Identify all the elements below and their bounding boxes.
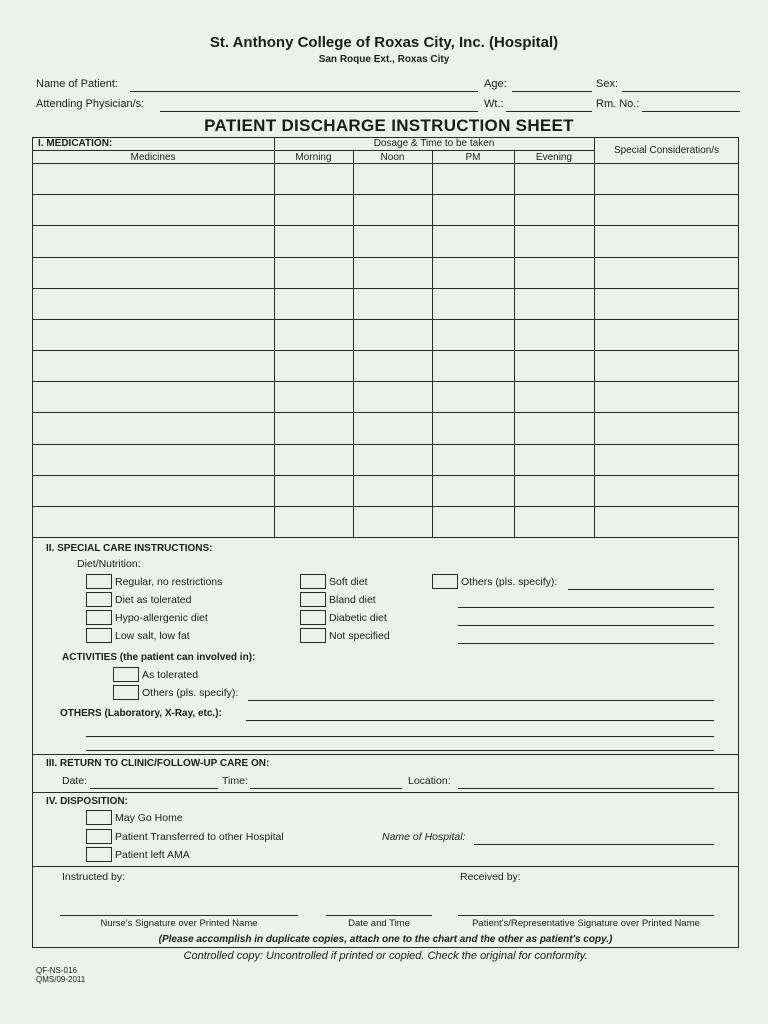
- duplicate-copy-note: (Please accomplish in duplicate copies, attach one to the chart and the other as patient's copy.): [158, 934, 613, 945]
- patient-signature-line[interactable]: [458, 915, 714, 916]
- return-clinic-label: III. RETURN TO CLINIC/FOLLOW-UP CARE ON:: [46, 758, 270, 769]
- col-morning: Morning: [295, 152, 332, 163]
- table-row-divider: [32, 288, 739, 289]
- checkbox-diabetic-diet[interactable]: [300, 610, 326, 625]
- patient-signature-caption: Patient's/Representative Signature over Printed Name: [472, 918, 700, 929]
- activities-label: ACTIVITIES (the patient can involved in):: [62, 652, 256, 663]
- checkbox-as-tolerated[interactable]: [113, 667, 139, 682]
- checkbox-regular[interactable]: [86, 574, 112, 589]
- others-field[interactable]: [246, 720, 714, 721]
- others-field[interactable]: [86, 750, 714, 751]
- table-row-divider: [32, 444, 739, 445]
- revision-code: QMS/09-2011: [36, 975, 86, 984]
- date-time-line[interactable]: [326, 915, 432, 916]
- weight-field[interactable]: [506, 111, 592, 112]
- nurse-signature-caption: Nurse's Signature over Printed Name: [100, 918, 258, 929]
- checkbox-may-go-home[interactable]: [86, 810, 112, 825]
- table-row-divider: [32, 506, 739, 507]
- table-rule: [32, 163, 739, 164]
- nurse-signature-line[interactable]: [60, 915, 298, 916]
- location-field[interactable]: [458, 788, 714, 789]
- form-code: QF-NS-016: [36, 966, 77, 975]
- age-field[interactable]: [512, 91, 592, 92]
- others-label: OTHERS (Laboratory, X-Ray, etc.):: [60, 708, 222, 719]
- option-not-specified: Not specified: [329, 630, 390, 642]
- table-row-divider: [32, 319, 739, 320]
- col-special-considerations: Special Consideration/s: [613, 145, 720, 156]
- diet-others-field[interactable]: [568, 589, 714, 590]
- date-field[interactable]: [90, 788, 218, 789]
- table-row-divider: [32, 194, 739, 195]
- date-time-caption: Date and Time: [348, 918, 410, 929]
- physician-field[interactable]: [160, 111, 478, 112]
- table-column-divider: [274, 137, 275, 537]
- checkbox-diet-as-tolerated[interactable]: [86, 592, 112, 607]
- weight-label: Wt.:: [484, 98, 504, 110]
- activities-others-field[interactable]: [248, 700, 714, 701]
- option-regular: Regular, no restrictions: [115, 576, 223, 588]
- section-divider: [32, 792, 739, 793]
- location-label: Location:: [408, 775, 451, 787]
- table-column-divider: [353, 150, 354, 537]
- diet-nutrition-label: Diet/Nutrition:: [77, 558, 141, 570]
- diet-others-field[interactable]: [458, 643, 714, 644]
- table-row-divider: [32, 475, 739, 476]
- col-noon: Noon: [380, 152, 405, 163]
- hospital-name: St. Anthony College of Roxas City, Inc. (Hospital): [209, 34, 559, 51]
- patient-name-field[interactable]: [130, 91, 478, 92]
- section-divider: [32, 537, 739, 538]
- controlled-copy-note: Controlled copy: Uncontrolled if printed or copied. Check the original for conformity.: [183, 950, 588, 962]
- section-divider: [32, 754, 739, 755]
- option-left-ama: Patient left AMA: [115, 849, 190, 861]
- checkbox-diet-others[interactable]: [432, 574, 458, 589]
- checkbox-not-specified[interactable]: [300, 628, 326, 643]
- option-bland-diet: Bland diet: [329, 594, 376, 606]
- sex-label: Sex:: [596, 78, 619, 90]
- option-low-salt: Low salt, low fat: [115, 630, 190, 642]
- instructed-by-label: Instructed by:: [62, 871, 126, 883]
- col-medicines: Medicines: [130, 152, 176, 163]
- sex-field[interactable]: [622, 91, 740, 92]
- section-divider: [32, 866, 739, 867]
- room-field[interactable]: [642, 111, 740, 112]
- medication-section-label: I. MEDICATION:: [38, 138, 113, 149]
- diet-others-field[interactable]: [458, 607, 714, 608]
- checkbox-low-salt[interactable]: [86, 628, 112, 643]
- age-label: Age:: [484, 78, 507, 90]
- room-label: Rm. No.:: [596, 98, 640, 110]
- option-as-tolerated: As tolerated: [142, 669, 199, 681]
- option-may-go-home: May Go Home: [115, 812, 183, 824]
- table-row-divider: [32, 225, 739, 226]
- table-row-divider: [32, 381, 739, 382]
- table-row-divider: [32, 350, 739, 351]
- col-pm: PM: [465, 152, 481, 163]
- checkbox-soft-diet[interactable]: [300, 574, 326, 589]
- option-diabetic-diet: Diabetic diet: [329, 612, 387, 624]
- table-column-divider: [514, 150, 515, 537]
- checkbox-left-ama[interactable]: [86, 847, 112, 862]
- disposition-label: IV. DISPOSITION:: [46, 796, 128, 807]
- checkbox-hypo-allergenic[interactable]: [86, 610, 112, 625]
- option-diet-as-tolerated: Diet as tolerated: [115, 594, 192, 606]
- diet-others-field[interactable]: [458, 625, 714, 626]
- option-hypo-allergenic: Hypo-allergenic diet: [115, 612, 208, 624]
- option-activities-others: Others (pls. specify):: [142, 687, 239, 699]
- form-title: PATIENT DISCHARGE INSTRUCTION SHEET: [204, 116, 574, 135]
- table-column-divider: [594, 137, 595, 537]
- time-label: Time:: [222, 775, 248, 787]
- table-rule: [274, 150, 594, 151]
- option-diet-others: Others (pls. specify):: [461, 576, 558, 588]
- checkbox-activities-others[interactable]: [113, 685, 139, 700]
- table-column-divider: [432, 150, 433, 537]
- option-transferred: Patient Transferred to other Hospital: [115, 831, 284, 843]
- checkbox-transferred[interactable]: [86, 829, 112, 844]
- physician-label: Attending Physician/s:: [36, 98, 145, 110]
- patient-name-label: Name of Patient:: [36, 78, 118, 90]
- date-label: Date:: [62, 775, 88, 787]
- col-evening: Evening: [535, 152, 573, 163]
- hospital-name-label: Name of Hospital:: [382, 831, 466, 843]
- checkbox-bland-diet[interactable]: [300, 592, 326, 607]
- received-by-label: Received by:: [460, 871, 521, 883]
- hospital-address: San Roque Ext., Roxas City: [318, 54, 450, 65]
- hospital-name-field[interactable]: [474, 844, 714, 845]
- time-field[interactable]: [250, 788, 402, 789]
- option-soft-diet: Soft diet: [329, 576, 368, 588]
- dosage-header: Dosage & Time to be taken: [373, 138, 495, 149]
- others-field[interactable]: [86, 736, 714, 737]
- table-rule: [32, 150, 274, 151]
- special-care-label: II. SPECIAL CARE INSTRUCTIONS:: [46, 543, 213, 554]
- table-row-divider: [32, 257, 739, 258]
- table-row-divider: [32, 412, 739, 413]
